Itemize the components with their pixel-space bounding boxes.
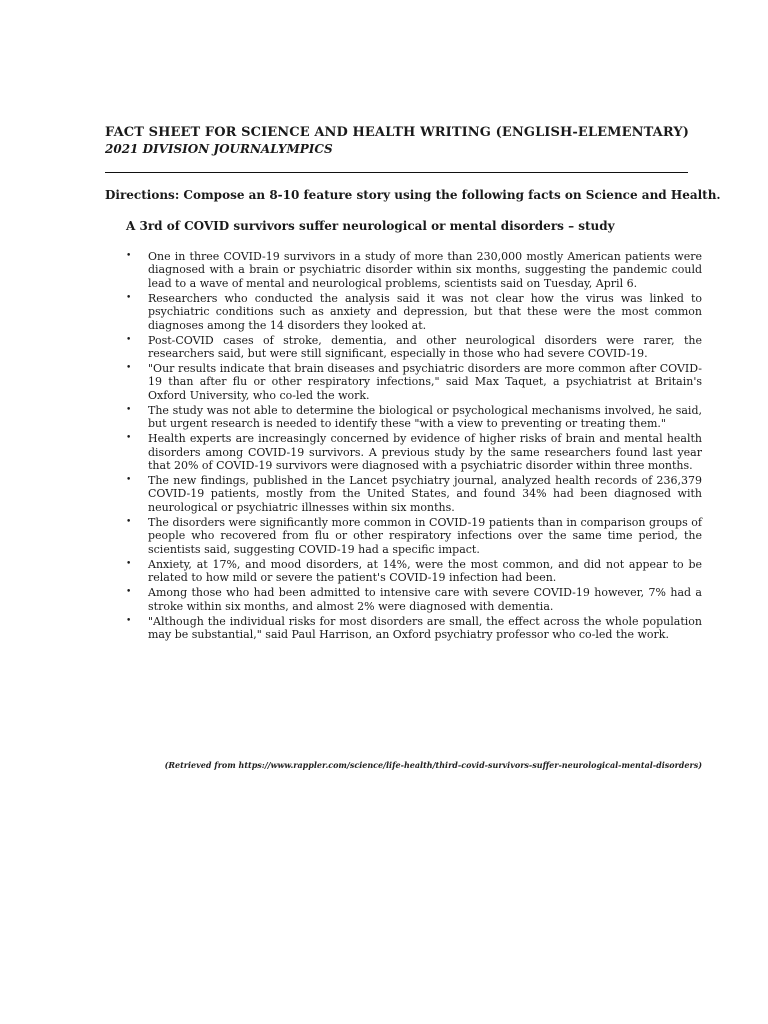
bullet-text: "Although the individual risks for most disorders are small, the effect across the whole population may be substantial," said Paul Harrison, an Oxford psychiatry professor who co-led the work. [148, 614, 702, 641]
fact-bullet-item [126, 615, 702, 642]
fact-bullet-item [126, 362, 702, 402]
fact-bullet-item [126, 474, 702, 514]
fact-bullet-item [126, 516, 702, 556]
bullet-icon: • [126, 334, 132, 345]
fact-bullet-item [126, 334, 702, 361]
bullet-icon: • [126, 516, 132, 527]
bullet-text: Researchers who conducted the analysis said it was not clear how the virus was linked to psychiatric conditions such as anxiety and depression, but that these were the most common diagnoses among the 14 disorders they looked at. [148, 291, 702, 332]
source-citation: (Retrieved from https://www.rappler.com/science/life-health/third-covid-survivors-suffer-neurological-mental-disorders) [164, 760, 702, 770]
fact-bullet-list [126, 250, 702, 643]
article-title: A 3rd of COVID survivors suffer neurological or mental disorders – study [126, 219, 615, 233]
bullet-text: Among those who had been admitted to intensive care with severe COVID-19 however, 7% had a stroke within six months, and almost 2% were diagnosed with dementia. [148, 586, 702, 613]
fact-bullet-item [126, 586, 702, 613]
document-title: FACT SHEET FOR SCIENCE AND HEALTH WRITING (ENGLISH-ELEMENTARY) [105, 125, 689, 140]
bullet-icon: • [126, 615, 132, 626]
bullet-text: "Our results indicate that brain diseases and psychiatric disorders are more common after COVID-19 than after flu or other respiratory infections," said Max Taquet, a psychiatrist at Britain's Oxford University, who co-led the work. [148, 362, 702, 402]
bullet-icon: • [126, 587, 132, 598]
fact-bullet-item [126, 558, 702, 585]
bullet-text: Anxiety, at 17%, and mood disorders, at 14%, were the most common, and did not appear to be related to how mild or severe the patient's COVID-19 infection had been. [148, 557, 702, 585]
fact-bullet-item [126, 250, 702, 290]
bullet-icon: • [126, 251, 132, 261]
bullet-text: The disorders were significantly more common in COVID-19 patients than in comparison groups of people who recovered from flu or other respiratory infections over the same time period, the scientists said, suggesting COVID-19 had a specific impact. [148, 515, 702, 556]
fact-bullet-item [126, 292, 702, 332]
bullet-text: The study was not able to determine the biological or psychological mechanisms involved, he said, but urgent research is needed to identify these "with a view to preventing or treating them." [148, 403, 702, 431]
bullet-icon: • [126, 475, 132, 486]
directions-text: Directions: Compose an 8-10 feature story using the following facts on Science and Health. [105, 188, 721, 202]
bullet-text: Post-COVID cases of stroke, dementia, and other neurological disorders were rarer, the researchers said, but were still significant, especially in those who had severe COVID-19. [148, 333, 702, 361]
fact-bullet-item [126, 432, 702, 472]
bullet-text: The new findings, published in the Lancet psychiatry journal, analyzed health records of 236,379 COVID-19 patients, mostly from the United States, and found 34% had been diagnosed with neurological or psychiatric illnesses within six months. [148, 474, 702, 514]
header-divider [105, 172, 688, 173]
fact-bullet-item [126, 404, 702, 431]
document-subtitle: 2021 DIVISION JOURNALYMPICS [105, 142, 333, 156]
bullet-icon: • [126, 433, 132, 444]
bullet-text: Health experts are increasingly concerned by evidence of higher risks of brain and mental health disorders among COVID-19 survivors. A previous study by the same researchers found last year that 20% of COVID-19 survivors were diagnosed with a psychiatric disorder within three months. [148, 432, 702, 473]
bullet-icon: • [126, 558, 132, 569]
bullet-icon: • [126, 404, 132, 415]
bullet-text: One in three COVID-19 survivors in a study of more than 230,000 mostly American patients were diagnosed with a brain or psychiatric disorder within six months, suggesting the pandemic could lead to a wave of mental and neurological problems, scientists said on Tuesday, April 6. [148, 250, 702, 290]
bullet-icon: • [126, 363, 132, 374]
bullet-icon: • [126, 292, 132, 303]
